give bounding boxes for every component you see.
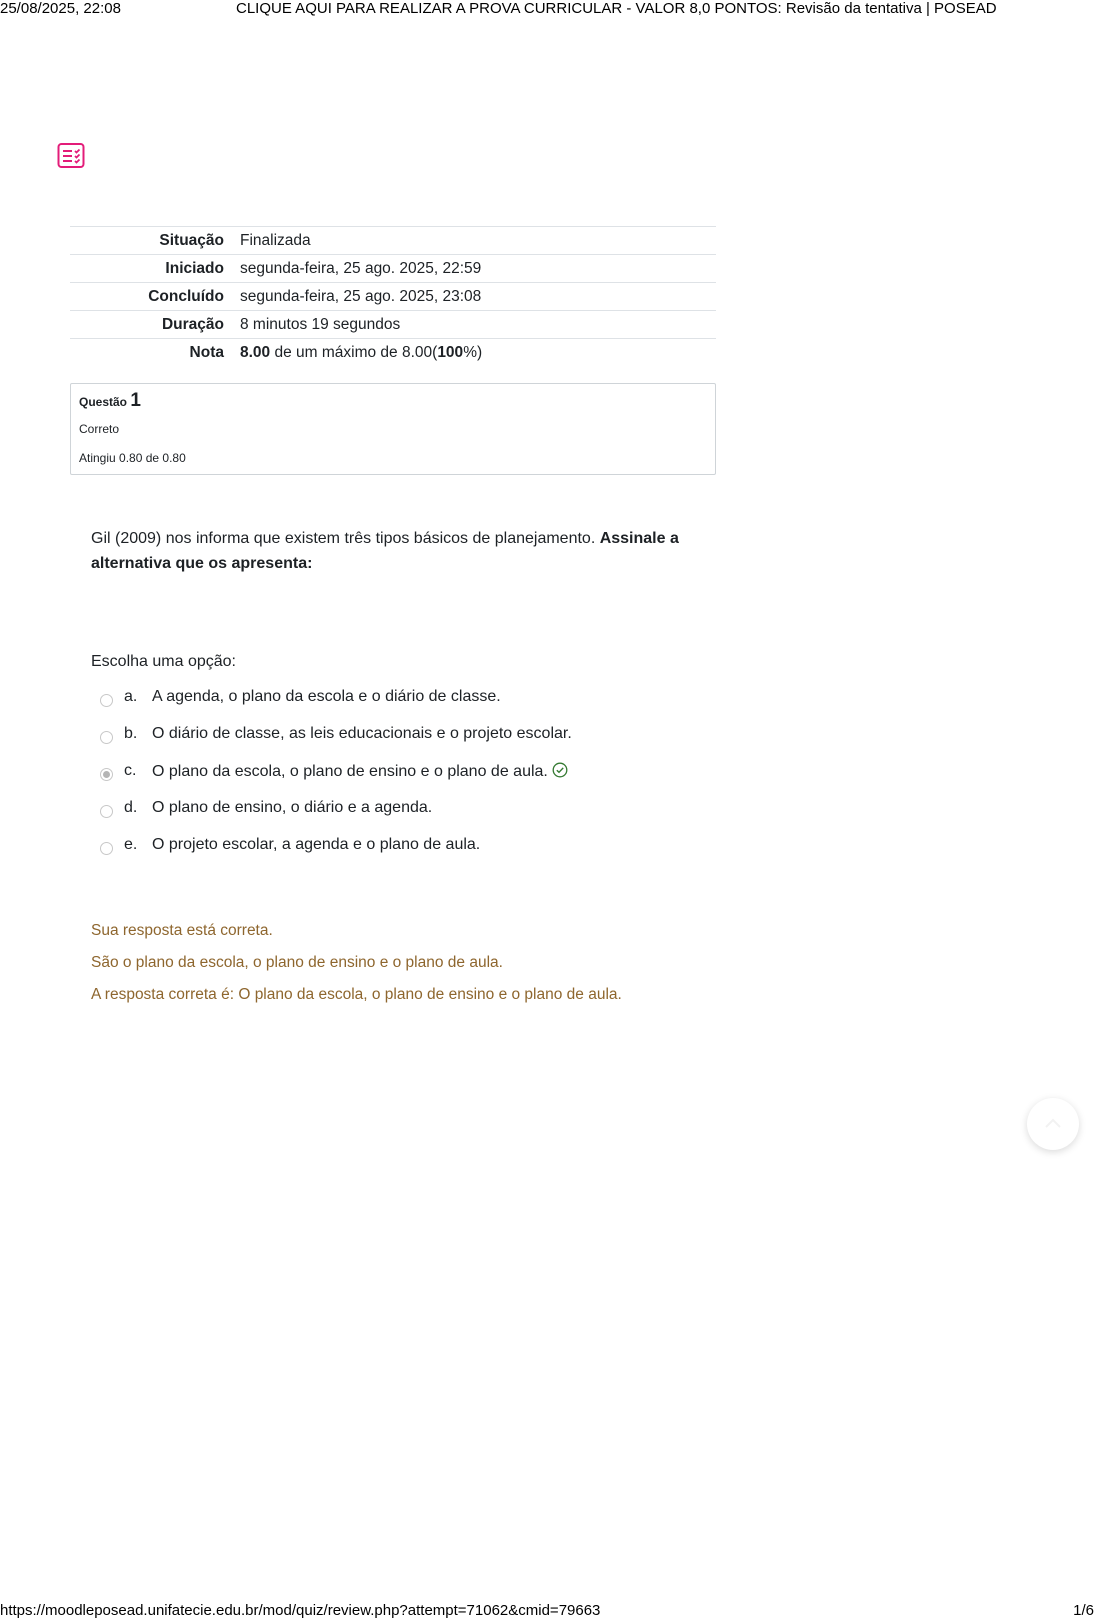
summary-row-grade [70,339,716,367]
option-letter: c. [124,762,137,779]
summary-label: Nota [189,343,224,361]
radio-button[interactable] [100,805,113,818]
option-text-wrapper [152,762,568,781]
answer-option-a[interactable] [98,688,718,725]
summary-value: segunda-feira, 25 ago. 2025, 22:59 [240,259,482,277]
summary-value: segunda-feira, 25 ago. 2025, 23:08 [240,287,482,305]
quiz-list-icon [57,142,85,170]
question-text-bold: Assinale a alternativa que os apresenta: [91,530,679,572]
summary-label: Situação [159,231,224,249]
radio-button[interactable] [100,842,113,855]
option-text: O plano da escola, o plano de ensino e o plano de aula. [152,763,548,780]
answer-options [98,688,718,873]
print-page-number: 1/6 [1073,1602,1094,1619]
option-letter: a. [124,688,138,705]
answer-option-c[interactable] [98,762,718,799]
grade-end-text: %) [463,343,483,361]
answer-feedback [91,922,622,1018]
print-date: 25/08/2025, 22:08 [0,0,121,17]
radio-button[interactable] [100,694,113,707]
answer-option-b[interactable] [98,725,718,762]
check-circle-icon [552,762,568,778]
question-text [91,526,711,576]
summary-value: Finalizada [240,231,311,249]
question-number [79,390,141,412]
feedback-line: São o plano da escola, o plano de ensino e o plano de aula. [91,954,503,971]
question-grade: Atingiu 0.80 de 0.80 [79,451,186,465]
summary-row-completed [70,283,716,311]
summary-label: Duração [161,315,224,333]
summary-grade-value [232,339,716,367]
answer-prompt: Escolha uma opção: [91,653,236,670]
question-text-plain: Gil (2009) nos informa que existem três tipos básicos de planejamento. [91,530,600,547]
option-letter: b. [124,725,138,742]
scroll-to-top-button[interactable] [1027,1098,1079,1150]
grade-max-text: de um máximo de 8.00( [270,343,438,361]
option-text: O plano de ensino, o diário e a agenda. [152,799,433,816]
answer-option-e[interactable] [98,836,718,873]
feedback-line: Sua resposta está correta. [91,922,273,939]
question-state: Correto [79,422,120,436]
print-header [0,0,1094,20]
question-info-box [70,383,716,475]
print-footer [0,1602,1094,1622]
option-text: O projeto escolar, a agenda e o plano de aula. [152,836,481,853]
summary-label: Iniciado [165,259,224,277]
option-letter: d. [124,799,138,816]
print-page-title: CLIQUE AQUI PARA REALIZAR A PROVA CURRICULAR - VALOR 8,0 PONTOS: Revisão da tentativa | POSEAD [236,0,997,17]
grade-score: 8.00 [240,343,271,361]
summary-label: Concluído [148,287,224,305]
radio-button-selected[interactable] [100,768,113,781]
attempt-summary-table [70,226,716,366]
question-number-value: 1 [130,390,141,411]
grade-percent: 100 [437,343,464,361]
chevron-up-icon [1027,1098,1079,1150]
option-text: A agenda, o plano da escola e o diário de classe. [152,688,501,705]
print-url: https://moodleposead.unifatecie.edu.br/mod/quiz/review.php?attempt=71062&cmid=79663 [0,1602,601,1619]
question-label: Questão [79,395,128,409]
feedback-line: A resposta correta é: O plano da escola, o plano de ensino e o plano de aula. [91,986,622,1003]
option-text: O diário de classe, as leis educacionais e o projeto escolar. [152,725,572,742]
summary-value: 8 minutos 19 segundos [240,315,401,333]
radio-button[interactable] [100,731,113,744]
summary-row-status [70,227,716,255]
summary-row-duration [70,311,716,339]
option-letter: e. [124,836,138,853]
answer-option-d[interactable] [98,799,718,836]
summary-row-started [70,255,716,283]
